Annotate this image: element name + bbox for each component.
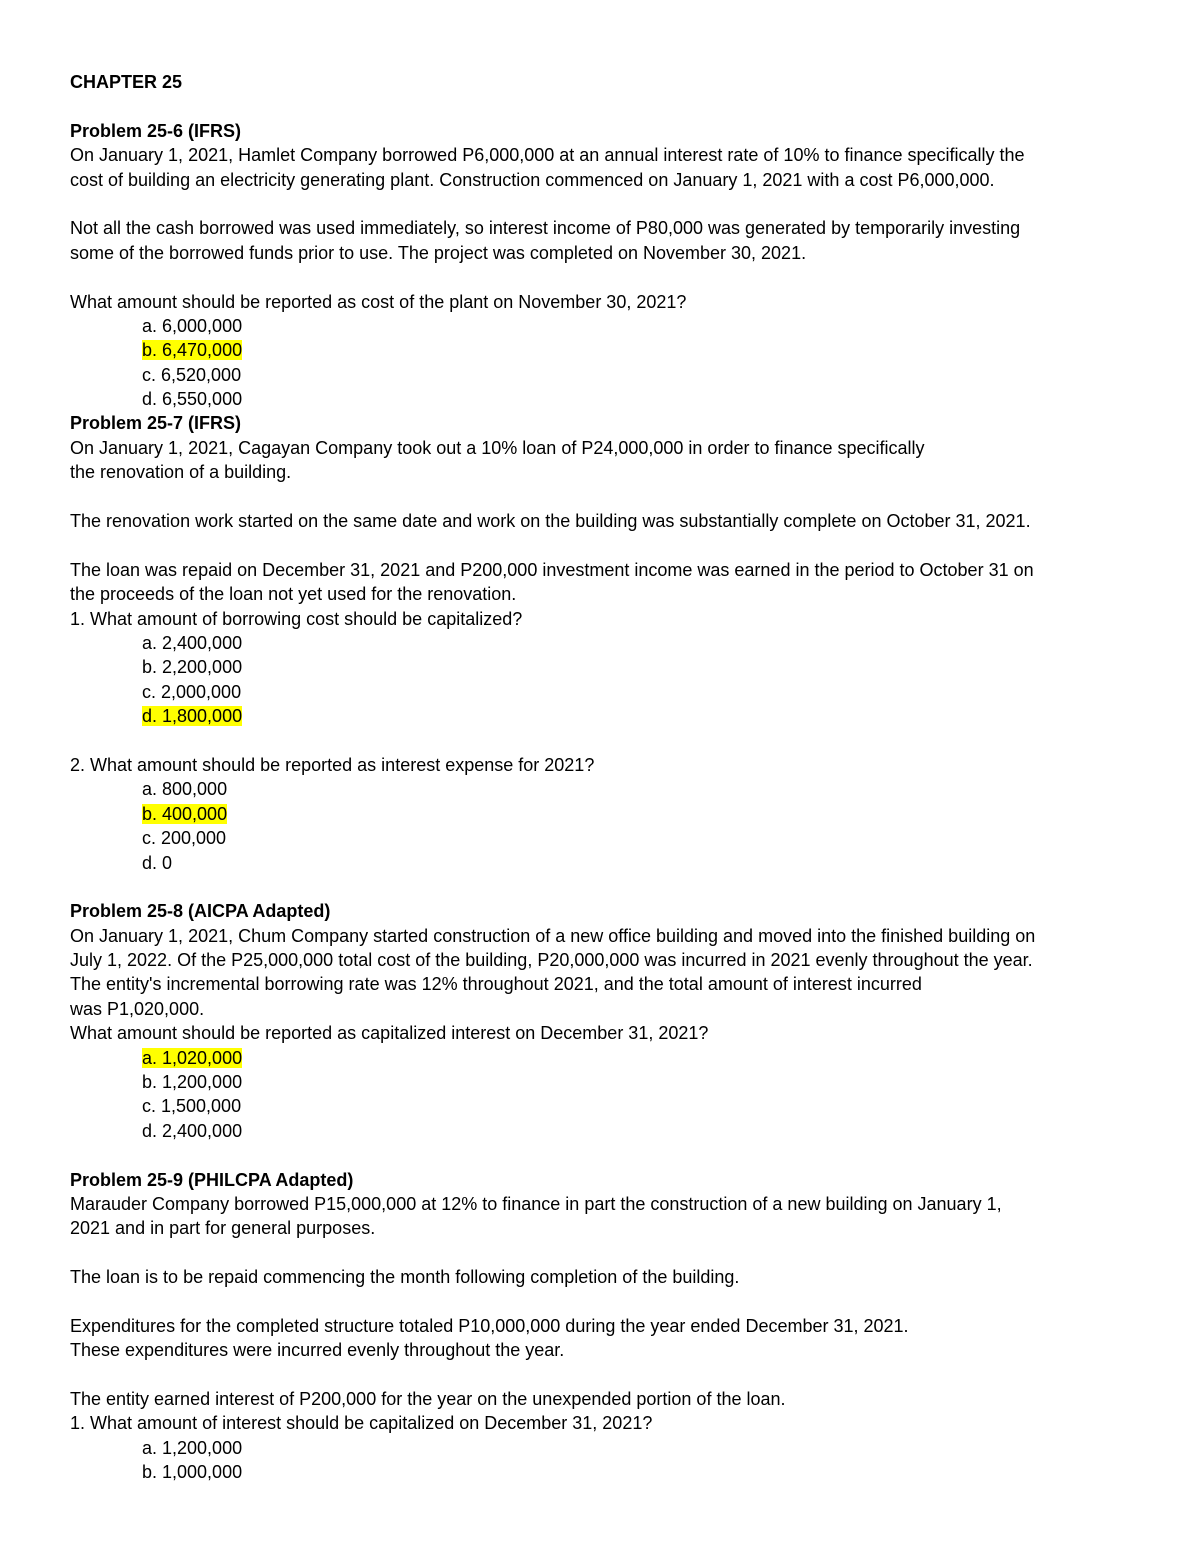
problem-text: On January 1, 2021, Hamlet Company borrowed P6,000,000 at an annual interest rate of 10% to finance specifically the [70, 145, 1025, 166]
option-item [70, 655, 1135, 679]
option-item [70, 363, 1135, 387]
spacer [70, 94, 1135, 118]
option-label: c. 2,000,000 [142, 681, 242, 702]
chapter-title: CHAPTER 25 [70, 72, 183, 92]
problem-text: the proceeds of the loan not yet used for the renovation. [70, 584, 517, 605]
option-item [70, 1460, 1135, 1484]
option-item [70, 1119, 1135, 1143]
problem-25-6-title: Problem 25-6 (IFRS) [70, 120, 242, 141]
option-label: d. 2,400,000 [142, 1120, 243, 1141]
option-label: a. 6,000,000 [142, 315, 243, 336]
option-label: b. 1,200,000 [142, 1072, 243, 1093]
option-item [70, 314, 1135, 338]
spacer [70, 1363, 1135, 1387]
option-item [70, 851, 1135, 875]
spacer [70, 1290, 1135, 1314]
problem-text: The renovation work started on the same date and work on the building was substantially complete on October 31, 2021. [70, 511, 1031, 532]
question-text: What amount should be reported as capitalized interest on December 31, 2021? [70, 1023, 709, 1044]
problem-text: On January 1, 2021, Cagayan Company took out a 10% loan of P24,000,000 in order to finance specifically [70, 437, 925, 458]
option-label: b. 2,200,000 [142, 657, 243, 678]
spacer [70, 1241, 1135, 1265]
option-item [70, 1046, 1135, 1070]
problem-text: The loan was repaid on December 31, 2021 and P200,000 investment income was earned in the period to October 31 on [70, 559, 1034, 580]
problem-text: some of the borrowed funds prior to use. The project was completed on November 30, 2021. [70, 242, 807, 263]
option-item [70, 1094, 1135, 1118]
option-item [70, 680, 1135, 704]
problem-25-9-title: Problem 25-9 (PHILCPA Adapted) [70, 1169, 354, 1190]
document-page [70, 70, 1135, 1485]
problem-25-8-title: Problem 25-8 (AICPA Adapted) [70, 901, 331, 922]
spacer [70, 533, 1135, 557]
option-label: a. 800,000 [142, 779, 228, 800]
answer-option-highlighted: d. 1,800,000 [142, 706, 243, 727]
spacer [70, 192, 1135, 216]
answer-option-highlighted: b. 6,470,000 [142, 340, 243, 361]
option-item [70, 777, 1135, 801]
problem-text: the renovation of a building. [70, 462, 292, 483]
problem-25-7-title: Problem 25-7 (IFRS) [70, 413, 242, 434]
problem-text: The entity's incremental borrowing rate was 12% throughout 2021, and the total amount of interest incurred [70, 974, 922, 995]
spacer [70, 875, 1135, 899]
problem-text: These expenditures were incurred evenly throughout the year. [70, 1340, 565, 1361]
problem-text: The entity earned interest of P200,000 for the year on the unexpended portion of the loan. [70, 1389, 786, 1410]
question-text: What amount should be reported as cost of the plant on November 30, 2021? [70, 291, 687, 312]
option-label: c. 200,000 [142, 828, 227, 849]
problem-text: Not all the cash borrowed was used immediately, so interest income of P80,000 was generated by temporarily investing [70, 218, 1021, 239]
option-label: a. 2,400,000 [142, 632, 243, 653]
option-item [70, 704, 1135, 728]
option-item [70, 802, 1135, 826]
option-item [70, 631, 1135, 655]
question-text: 2. What amount should be reported as interest expense for 2021? [70, 754, 595, 775]
spacer [70, 485, 1135, 509]
question-text: 1. What amount of borrowing cost should be capitalized? [70, 608, 523, 629]
problem-text: was P1,020,000. [70, 998, 205, 1019]
spacer [70, 1143, 1135, 1167]
problem-text: 2021 and in part for general purposes. [70, 1218, 376, 1239]
option-item [70, 338, 1135, 362]
option-item [70, 826, 1135, 850]
option-label: b. 1,000,000 [142, 1462, 243, 1483]
problem-text: Expenditures for the completed structure totaled P10,000,000 during the year ended December 31, 2021. [70, 1315, 909, 1336]
option-label: d. 6,550,000 [142, 389, 243, 410]
spacer [70, 729, 1135, 753]
option-label: c. 1,500,000 [142, 1096, 242, 1117]
option-label: c. 6,520,000 [142, 364, 242, 385]
spacer [70, 265, 1135, 289]
problem-text: July 1, 2022. Of the P25,000,000 total cost of the building, P20,000,000 was incurred in 2021 evenly throughout the year. [70, 950, 1033, 971]
option-label: d. 0 [142, 852, 173, 873]
problem-text: Marauder Company borrowed P15,000,000 at 12% to finance in part the construction of a new building on January 1, [70, 1193, 1002, 1214]
option-item [70, 1436, 1135, 1460]
option-item [70, 387, 1135, 411]
problem-text: The loan is to be repaid commencing the month following completion of the building. [70, 1267, 740, 1288]
option-label: a. 1,200,000 [142, 1437, 243, 1458]
answer-option-highlighted: b. 400,000 [142, 803, 228, 824]
problem-text: On January 1, 2021, Chum Company started construction of a new office building and moved into the finished building on [70, 925, 1036, 946]
answer-option-highlighted: a. 1,020,000 [142, 1047, 243, 1068]
option-item [70, 1070, 1135, 1094]
problem-text: cost of building an electricity generating plant. Construction commenced on January 1, 2021 with a cost P6,000,000. [70, 169, 995, 190]
question-text: 1. What amount of interest should be capitalized on December 31, 2021? [70, 1413, 653, 1434]
